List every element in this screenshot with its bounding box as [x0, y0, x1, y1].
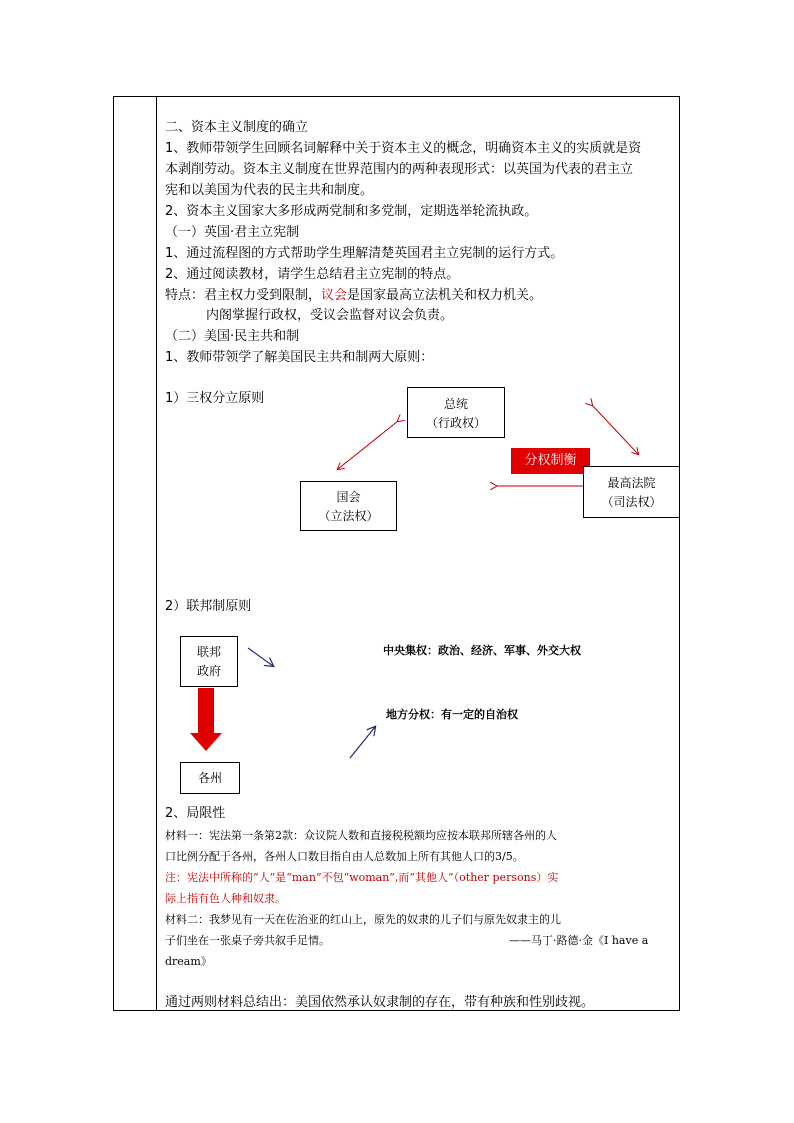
- material1-line2: 口比例分配于各州，各州人口数目指自由人总数加上所有其他人口的3/5。: [165, 850, 524, 863]
- federal-down-arrow: [190, 688, 222, 751]
- para1-line2: 本剥削劳动。资本主义制度在世界范围内的两种表现形式：以英国为代表的君主立: [165, 162, 634, 177]
- arrow-president-congress: [338, 421, 398, 469]
- federal-label-1: 联邦: [196, 645, 221, 659]
- material1-line1: 材料一：宪法第一条第2款：众议院人数和直接税税额均应按本联邦所辖各州的人: [165, 829, 557, 842]
- material2-line2: 子们坐在一张桌子旁共叙手足情。: [165, 934, 330, 947]
- congress-power: （立法权）: [318, 509, 379, 523]
- para2: 2、资本主义国家大多形成两党制和多党制，定期选举轮流执政。: [165, 204, 538, 219]
- summary: 通过两则材料总结出：美国依然承认奴隶制的存在，带有种族和性别歧视。: [165, 995, 595, 1010]
- us-heading: （二）美国·民主共和制: [165, 329, 300, 344]
- arrow-local: [350, 727, 375, 758]
- uk-feature2: 内阁掌握行政权，受议会监督对议会负责。: [206, 308, 454, 323]
- federalism-label: 2）联邦制原则: [165, 599, 252, 614]
- limits-heading: 2、局限性: [165, 806, 226, 821]
- material2-line1: 材料二：我梦见有一天在佐治亚的红山上，原先的奴隶的儿子们与原先奴隶主的儿: [165, 913, 561, 926]
- court-box: [583, 466, 680, 518]
- separation-of-powers-label: 1）三权分立原则: [165, 391, 265, 406]
- president-box: [407, 387, 505, 438]
- congress-box: [300, 481, 397, 531]
- federal-government-box: [180, 636, 238, 687]
- states-box: 各州: [180, 762, 240, 794]
- president-power: （行政权）: [425, 416, 486, 430]
- checks-balances-badge: 分权制衡: [511, 448, 590, 474]
- material2-line4: dream》: [165, 955, 212, 968]
- para1-line1: 1、教师带领学生回顾名词解释中关于资本主义的概念，明确资本主义的实质就是资: [165, 141, 642, 156]
- court-label: 最高法院: [607, 476, 656, 490]
- central-power-text: 中央集权：政治、经济、军事、外交大权: [383, 644, 581, 657]
- us-item1: 1、教师带领学了解美国民主共和制两大原则：: [165, 350, 434, 365]
- feature-post: 是国家最高立法机关和权力机关。: [347, 288, 543, 303]
- president-label: 总统: [443, 397, 468, 411]
- note-line1: 注：宪法中所称的“人”是“man”不包“woman”,而“其他人”（other persons）实: [165, 871, 559, 884]
- court-power: （司法权）: [601, 495, 662, 509]
- uk-item1: 1、通过流程图的方式帮助学生理解清楚英国君主立宪制的运行方式。: [165, 246, 564, 261]
- local-power-text: 地方分权：有一定的自治权: [386, 708, 518, 721]
- para1-line3: 宪和以美国为代表的民主共和制度。: [165, 183, 374, 198]
- uk-item2: 2、通过阅读教材，请学生总结君主立宪制的特点。: [165, 267, 460, 282]
- material2-attribution: ——马丁·路德·金《I have a: [509, 934, 649, 947]
- note-line2: 际上指有色人种和奴隶。: [165, 892, 286, 905]
- congress-label: 国会: [336, 490, 361, 504]
- feature-pre: 特点：君主权力受到限制，: [165, 288, 322, 303]
- section-title: 二、资本主义制度的确立: [165, 120, 309, 135]
- federal-label-2: 政府: [196, 664, 221, 678]
- arrow-court-president: [592, 405, 638, 454]
- uk-heading: （一）英国·君主立宪制: [165, 225, 300, 240]
- arrow-central: [248, 648, 273, 666]
- feature-parliament: 议会: [321, 288, 348, 303]
